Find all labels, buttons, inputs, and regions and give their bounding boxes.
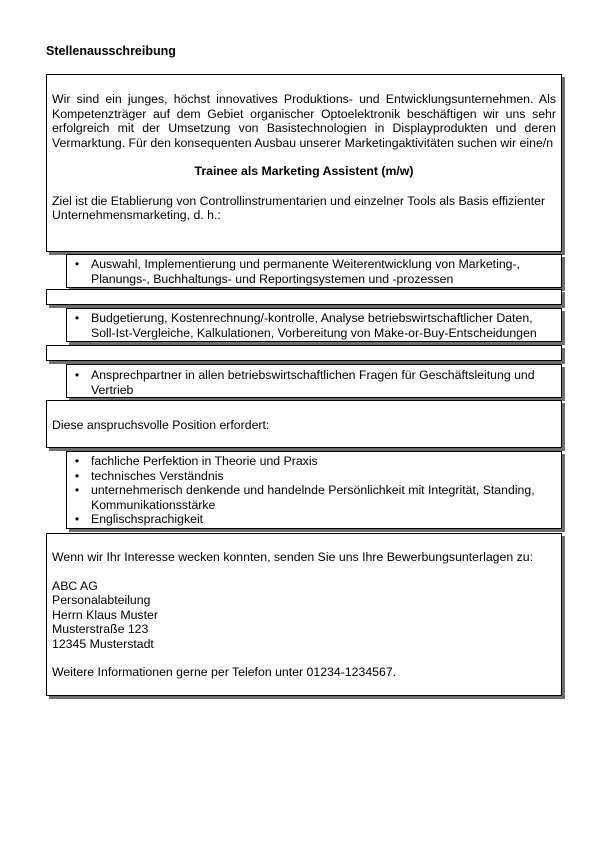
goal-text: Ziel ist die Etablierung von Controllinstrumentarien und einzelner Tools als Basis effizienter Unternehmensmarketing, d. h.: — [52, 193, 546, 222]
contact-box — [46, 533, 562, 696]
bullet-icon: • — [74, 512, 80, 526]
bullet-icon: • — [74, 483, 80, 497]
list-item: • Englischsprachigkeit — [67, 512, 557, 527]
street: Musterstraße 123 — [52, 622, 149, 636]
bullet-icon: • — [74, 311, 80, 325]
city: 12345 Musterstadt — [52, 636, 154, 651]
job-title: Trainee als Marketing Assistent (m/w) — [194, 164, 414, 178]
department: Personalabteilung — [52, 593, 151, 607]
requirements-intro: Diese anspruchsvolle Position erfordert: — [52, 418, 270, 432]
list-item: • fachliche Perfektion in Theorie und Praxis — [67, 454, 557, 469]
company-name: ABC AG — [52, 578, 98, 593]
contact-intro: Wenn wir Ihr Interesse wecken konnten, senden Sie uns Ihre Bewerbungsunterlagen zu: — [52, 550, 534, 564]
intro-text: Wir sind ein junges, höchst innovatives Produktions- und Entwicklungsunternehmen. Als Kompetenzträger auf dem Gebiet organischer Optoelektronik beschäftigen wir uns sehr erfolgreich mit der Umsetzung von Basistechnologien in Displayprodukten und deren Vermarktung. Für den konsequenten Ausbau unserer Marketingaktivitäten suchen wir eine/n — [52, 92, 556, 150]
requirements-intro-box — [46, 400, 562, 448]
bullet-icon: • — [74, 257, 80, 271]
list-item: • unternehmerisch denkende und handelnde Persönlichkeit mit Integrität, Standing, Kommunikationsstärke — [67, 483, 557, 512]
phone-line: Weitere Informationen gerne per Telefon unter 01234-1234567. — [52, 665, 397, 679]
intro-box — [46, 74, 562, 252]
contact-person: Herrn Klaus Muster — [52, 607, 158, 622]
bullet-icon: • — [74, 468, 80, 483]
page-title: Stellenausschreibung — [46, 44, 176, 58]
task-box-3 — [66, 364, 562, 398]
bullet-icon: • — [74, 454, 80, 468]
list-item: • Ansprechpartner in allen betriebswirtschaftlichen Fragen für Geschäftsleitung und Vertrieb — [67, 368, 557, 397]
spacer-box — [46, 289, 562, 305]
list-item: • Budgetierung, Kostenrechnung/-kontrolle, Analyse betriebswirtschaftlicher Daten, Soll-Ist-Vergleiche, Kalkulationen, Vorbereitung von Make-or-Buy-Entscheidungen — [67, 311, 557, 340]
task-box-1 — [66, 254, 562, 288]
bullet-icon: • — [74, 368, 80, 382]
task-box-2 — [66, 308, 562, 342]
spacer-box — [46, 345, 562, 361]
list-item: • Auswahl, Implementierung und permanente Weiterentwicklung von Marketing-, Planungs-, Buchhaltungs- und Reportingsystemen und -prozessen — [67, 257, 557, 286]
list-item: • technisches Verständnis — [67, 469, 557, 484]
requirements-box — [66, 451, 562, 529]
